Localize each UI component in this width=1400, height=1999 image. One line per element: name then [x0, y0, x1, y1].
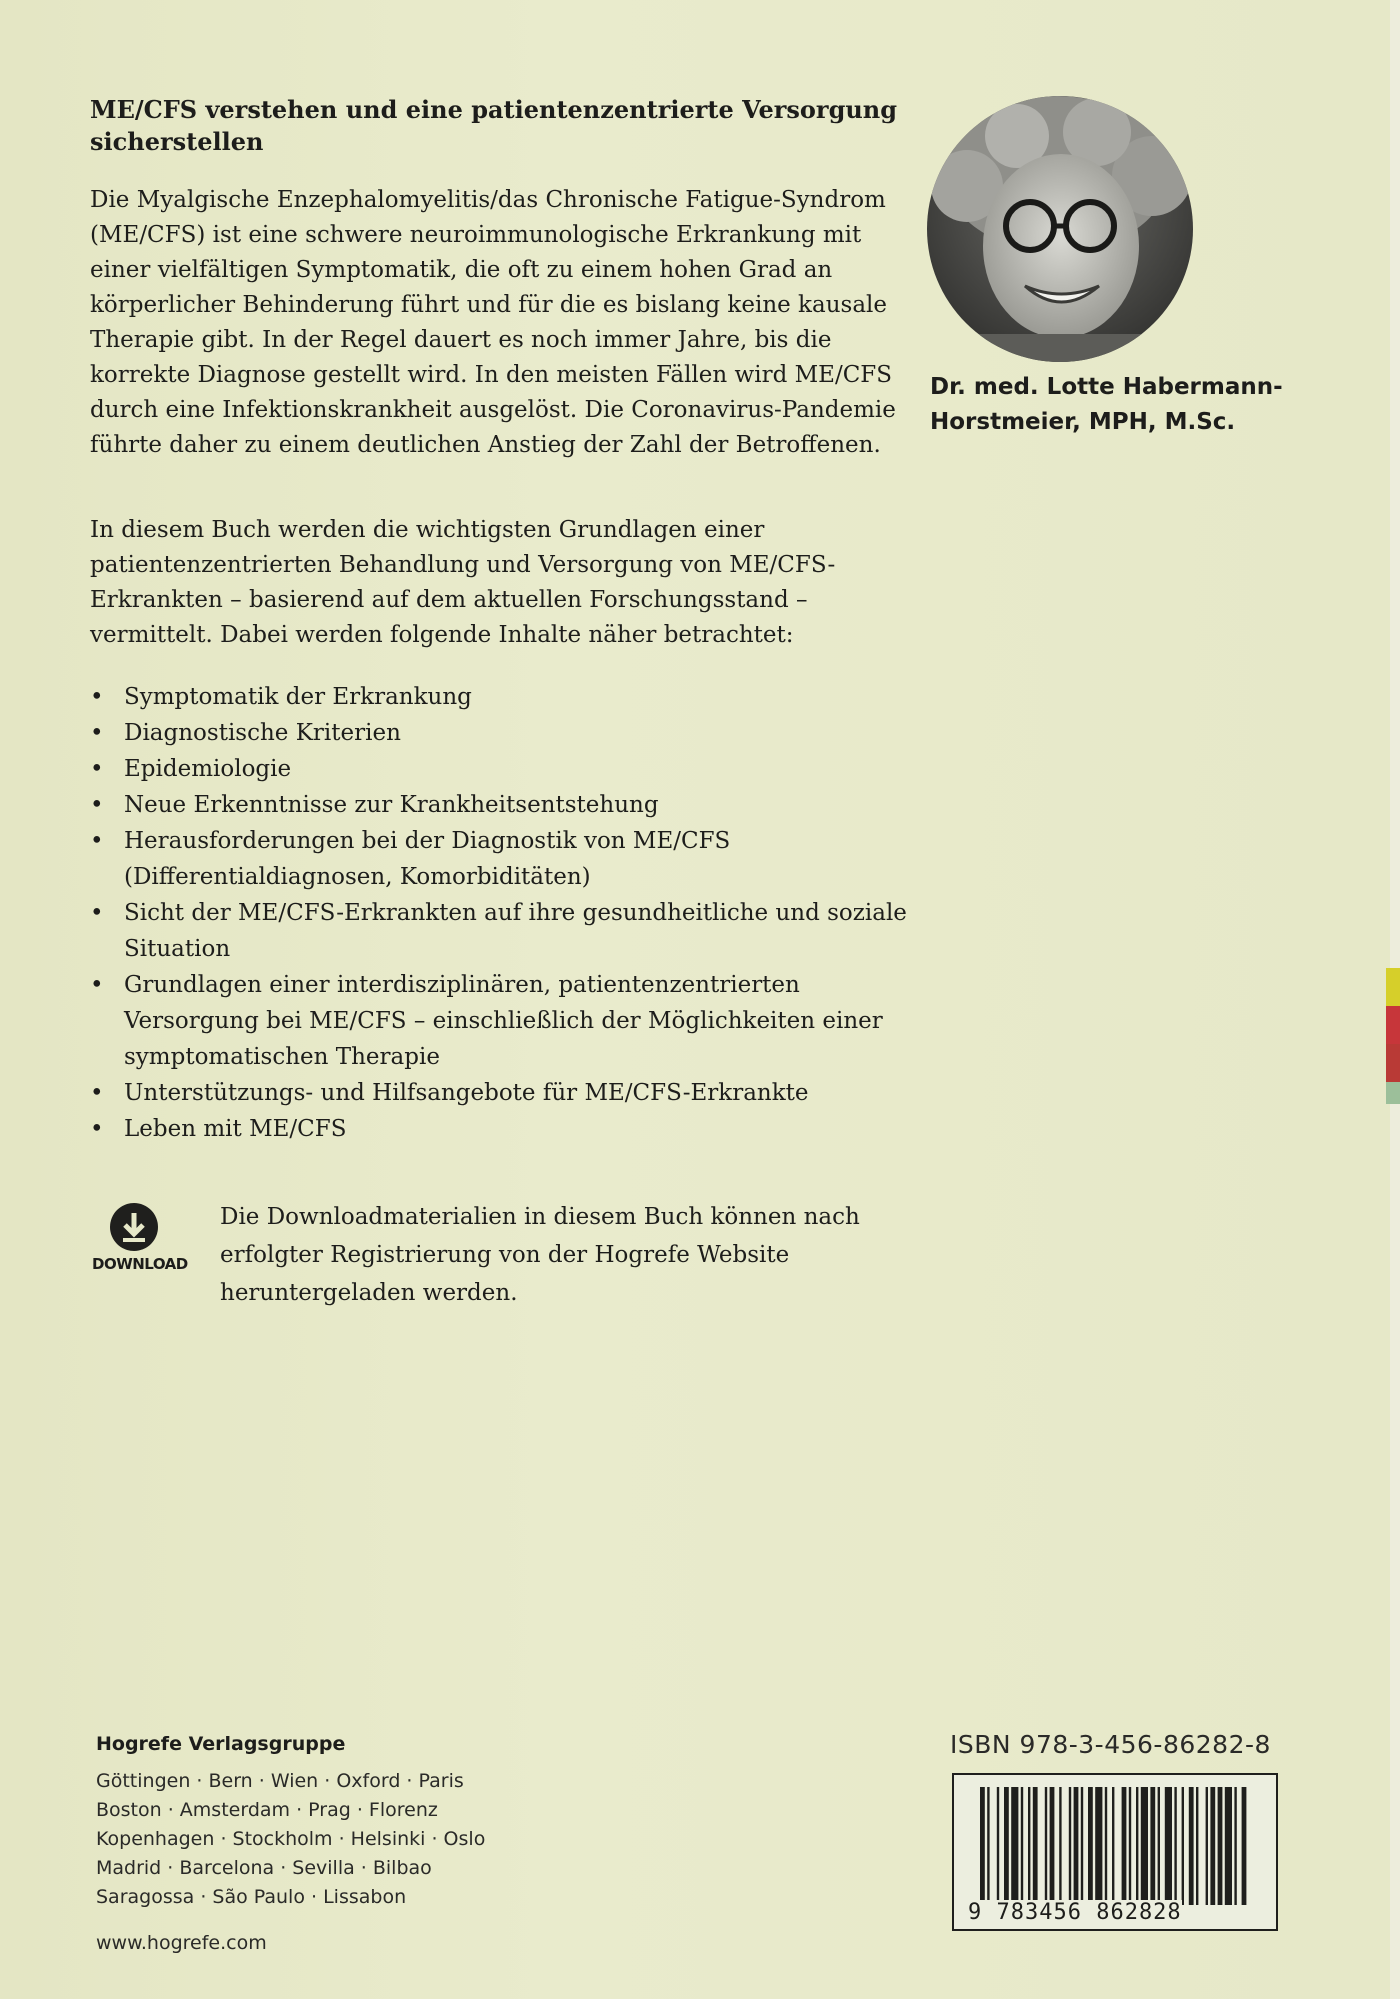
- list-item: • Neue Erkenntnisse zur Krankheitsentstehung: [90, 792, 659, 818]
- barcode-bar: [1158, 1787, 1160, 1905]
- barcode-bar: [997, 1787, 999, 1905]
- barcode-bar: [1033, 1787, 1038, 1905]
- barcode-bar: [1182, 1787, 1184, 1905]
- list-item: • Grundlagen einer interdisziplinären, patientenzentrierten Versorgung bei ME/CFS – einschließlich der Möglichkeiten einer symptomatischen Therapie: [90, 972, 883, 1070]
- barcode-bar: [1050, 1787, 1055, 1905]
- blurb-paragraph-2: In diesem Buch werden die wichtigsten Grundlagen einer patientenzentrierten Behandlung und Versorgung von ME/CFS-Erkrankten – basierend auf dem aktuellen Forschungsstand – vermittelt. Dabei werden folgende Inhalte näher betrachtet:: [90, 517, 836, 648]
- barcode-bar: [1059, 1787, 1061, 1905]
- barcode-bar: [1234, 1787, 1236, 1905]
- publisher-cities: Madrid · Barcelona · Sevilla · Bilbao: [96, 1857, 432, 1879]
- barcode-bar: [1165, 1787, 1172, 1905]
- blurb-heading: ME/CFS verstehen und eine patientenzentrierte Versorgung sicherstellen: [90, 95, 898, 156]
- barcode-bar: [1122, 1787, 1127, 1905]
- barcode-bar: [1189, 1787, 1194, 1905]
- barcode-bar: [1196, 1787, 1198, 1905]
- barcode-bar: [1206, 1787, 1208, 1905]
- color-tabs: [1386, 968, 1400, 1104]
- barcode-bar: [1069, 1787, 1071, 1905]
- barcode-bar: [1028, 1787, 1030, 1905]
- barcode: [952, 1773, 1278, 1931]
- barcode-bar: [1141, 1787, 1148, 1905]
- barcode-bar: [1021, 1787, 1023, 1905]
- barcode-bar: [980, 1787, 985, 1905]
- download-badge: [92, 1203, 192, 1283]
- publisher-info: [96, 1733, 616, 1954]
- barcode-bar: [1088, 1787, 1093, 1905]
- color-tab-darkred: [1386, 1044, 1400, 1082]
- list-item: • Unterstützungs- und Hilfsangebote für ME/CFS-Erkrankte: [90, 1080, 809, 1106]
- publisher-cities: Boston · Amsterdam · Prag · Florenz: [96, 1799, 438, 1821]
- publisher-cities: Göttingen · Bern · Wien · Oxford · Paris: [96, 1770, 464, 1792]
- list-item: • Sicht der ME/CFS-Erkrankten auf ihre gesundheitliche und soziale Situation: [90, 900, 907, 962]
- barcode-bar: [1174, 1787, 1176, 1905]
- barcode-bar: [1045, 1787, 1047, 1905]
- barcode-bar: [1242, 1787, 1247, 1905]
- barcode-bar: [1081, 1787, 1083, 1905]
- barcode-bar: [987, 1787, 989, 1905]
- list-item: • Epidemiologie: [90, 756, 292, 782]
- list-item: • Symptomatik der Erkrankung: [90, 684, 472, 710]
- color-tab-red: [1386, 1006, 1400, 1044]
- download-icon: [110, 1203, 158, 1251]
- publisher-cities: Kopenhagen · Stockholm · Helsinki · Oslo: [96, 1828, 486, 1850]
- list-item: • Leben mit ME/CFS: [90, 1116, 347, 1142]
- author-portrait: [927, 96, 1193, 362]
- content-bullet-list: [90, 679, 920, 1147]
- publisher-name: Hogrefe Verlagsgruppe: [96, 1733, 346, 1755]
- barcode-bar: [1129, 1787, 1131, 1905]
- blurb-paragraph-1: Die Myalgische Enzephalomyelitis/das Chronische Fatigue-Syndrom (ME/CFS) ist eine schwere neuroimmunologische Erkrankung mit einer vielfältigen Symptomatik, die oft zu einem hohen Grad an körperlicher Behinderung führt und für die es bislang keine kausale Therapie gibt. In der Regel dauert es noch immer Jahre, bis die korrekte Diagnose gestellt wird. In den meisten Fällen wird ME/CFS durch eine Infektionskrankheit ausgelöst. Die Coronavirus-Pandemie führte daher zu einem deutlichen Anstieg der Zahl der Betroffenen.: [90, 187, 896, 458]
- barcode-bar: [1112, 1787, 1114, 1905]
- barcode-bar: [1225, 1787, 1232, 1905]
- barcode-bar: [1004, 1787, 1009, 1905]
- barcode-bar: [1136, 1787, 1138, 1905]
- barcode-bar: [1011, 1787, 1018, 1905]
- download-label: DOWNLOAD: [92, 1255, 188, 1273]
- list-item: • Diagnostische Kriterien: [90, 720, 401, 746]
- isbn-number: ISBN 978-3-456-86282-8: [950, 1730, 1271, 1759]
- list-item: • Herausforderungen bei der Diagnostik von ME/CFS (Differentialdiagnosen, Komorbiditäten): [90, 828, 731, 890]
- publisher-website: www.hogrefe.com: [96, 1932, 267, 1954]
- barcode-bar: [1218, 1787, 1223, 1905]
- download-note: Die Downloadmaterialien in diesem Buch können nach erfolgter Registrierung von der Hogrefe Website heruntergeladen werden.: [220, 1204, 860, 1306]
- barcode-bar: [1210, 1787, 1215, 1905]
- color-tab-green: [1386, 1082, 1400, 1104]
- barcode-bar: [1095, 1787, 1102, 1905]
- barcode-bar: [1150, 1787, 1155, 1905]
- publisher-cities: Saragossa · São Paulo · Lissabon: [96, 1886, 407, 1908]
- color-tab-yellow: [1386, 968, 1400, 1006]
- barcode-digits: 9 783456 862828: [968, 1900, 1182, 1925]
- author-name: Dr. med. Lotte Habermann- Horstmeier, MPH, M.Sc.: [930, 374, 1283, 435]
- barcode-bar: [1074, 1787, 1079, 1905]
- barcode-bar: [1105, 1787, 1107, 1905]
